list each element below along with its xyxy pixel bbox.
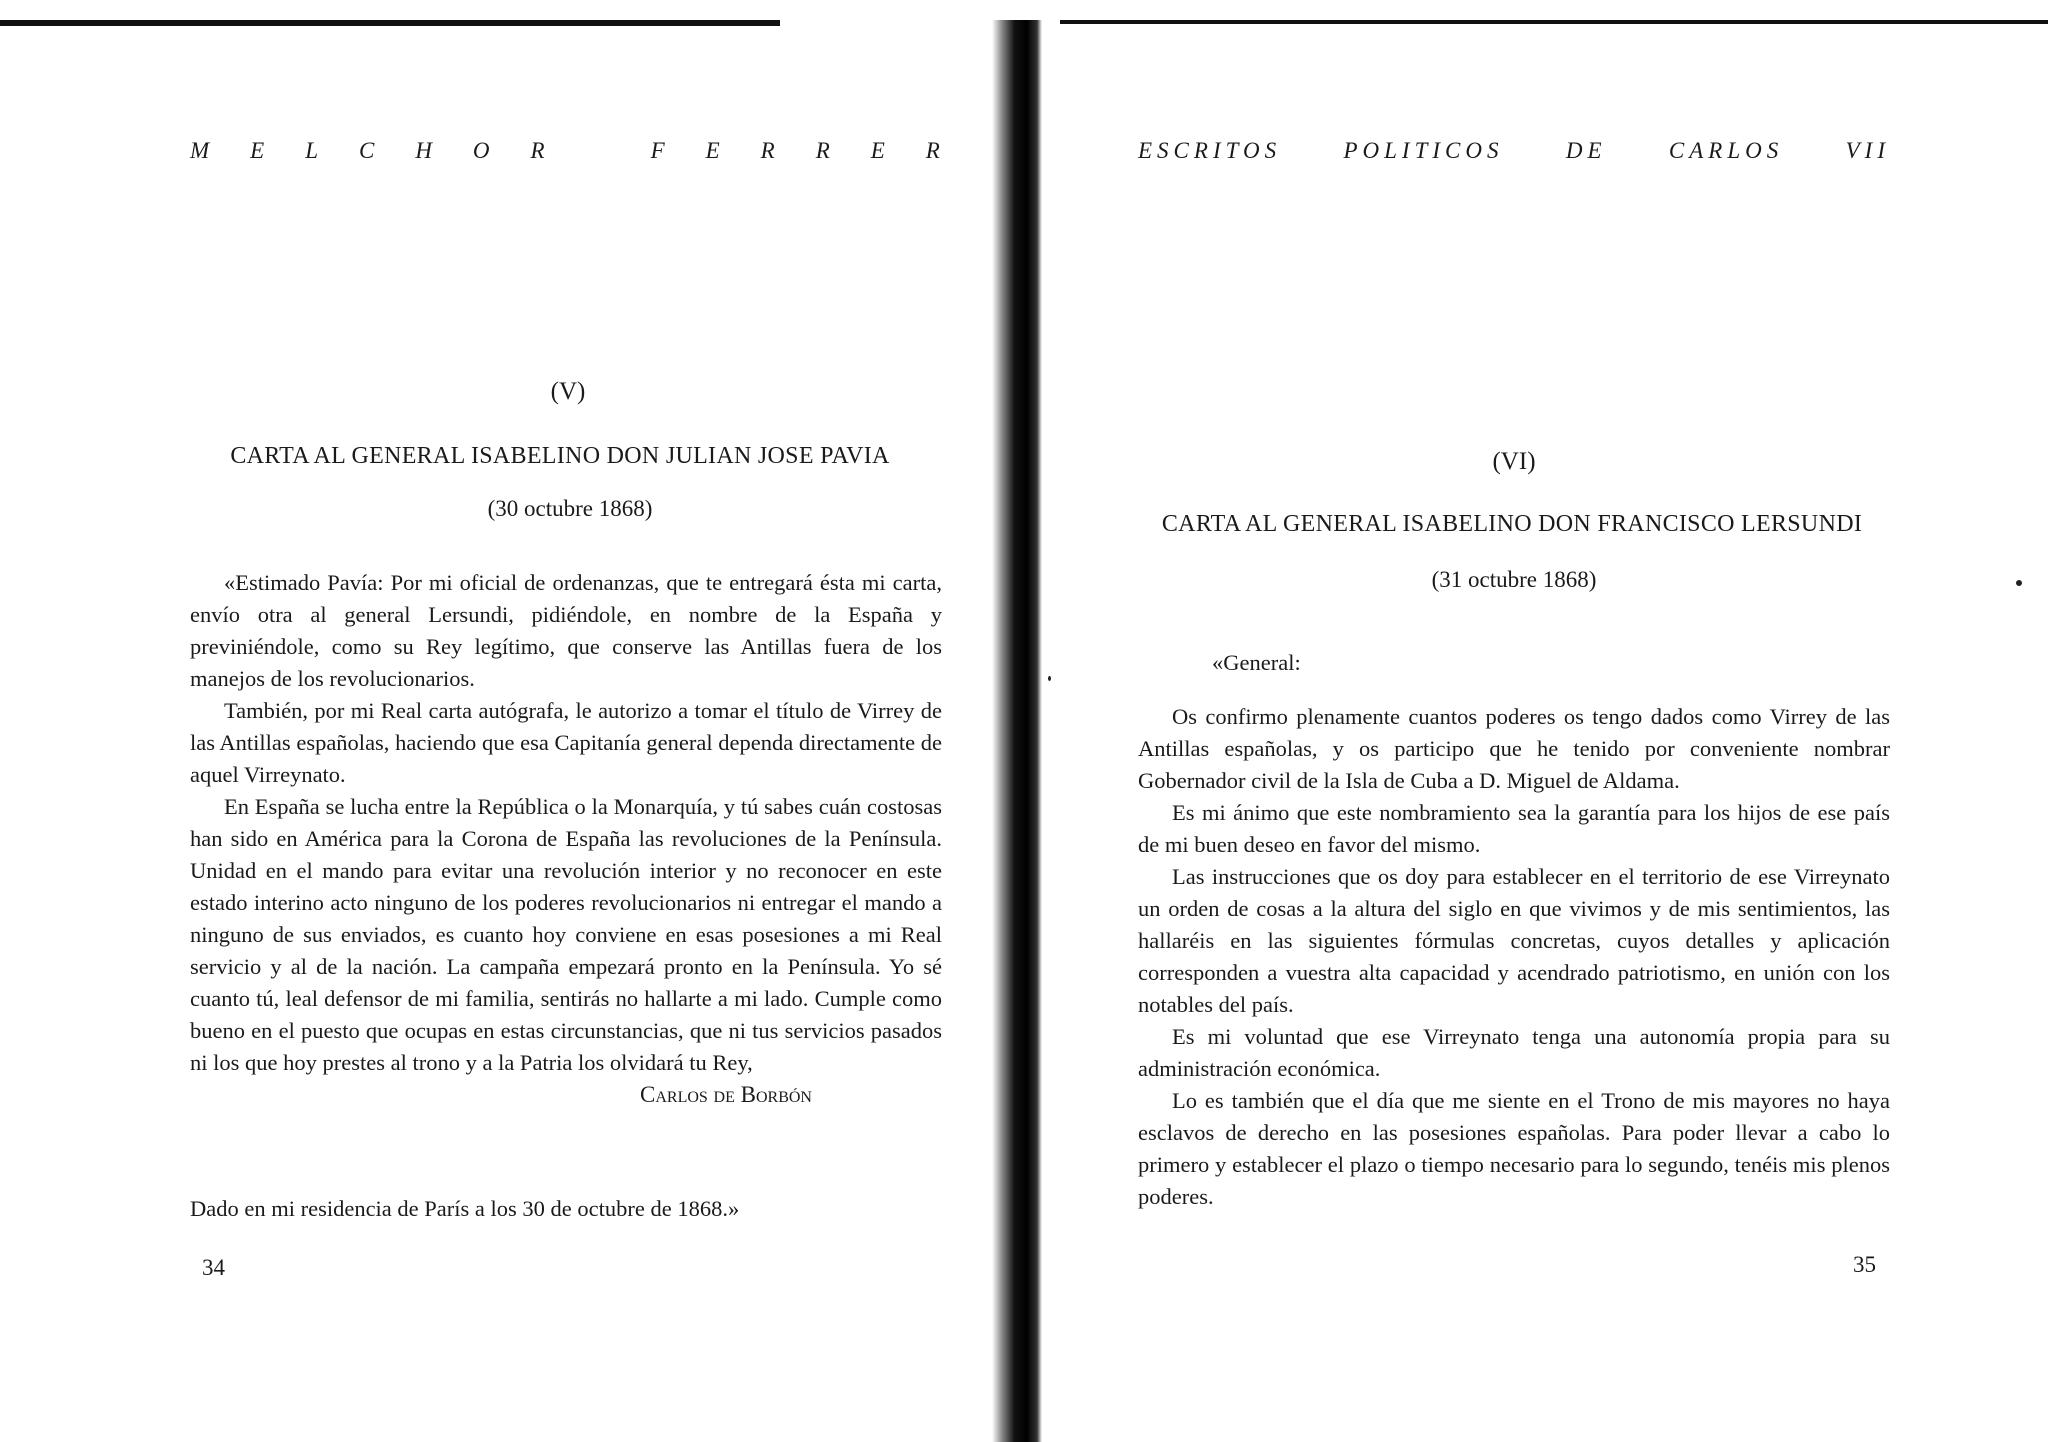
letter-body — [190, 567, 942, 1111]
signature: Carlos de Borbón — [640, 1082, 812, 1107]
body-paragraph: «Estimado Pavía: Por mi oficial de ordenanzas, que te entregará ésta mi carta, envío otra al general Lersundi, pidiéndole, en nombre de la España y previniéndole, como su Rey legítimo, que conserve las Antillas fuera de los manejos de los revolucionarios. — [190, 570, 942, 691]
scan-speck — [2016, 580, 2022, 586]
letter-title: CARTA AL GENERAL ISABELINO DON FRANCISCO LERSUNDI — [1161, 511, 1863, 537]
running-head-word: POLITICOS — [1343, 138, 1504, 163]
right-running-head — [1138, 138, 1890, 164]
body-paragraph: Lo es también que el día que me siente en el Trono de mis mayores no haya esclavos de derecho en las posesiones españolas. Para poder llevar a cabo lo primero y establecer el plazo o tiempo necesario para lo segundo, tenéis mis plenos poderes. — [1138, 1088, 1890, 1209]
letter-closing: Dado en mi residencia de París a los 30 de octubre de 1868.» — [190, 1196, 740, 1221]
left-page — [190, 0, 950, 1442]
running-head-word: DE — [1565, 138, 1607, 163]
body-paragraph: Es mi ánimo que este nombramiento sea la garantía para los hijos de ese país de mi buen deseo en favor del mismo. — [1138, 800, 1890, 857]
running-head-letter: C — [358, 138, 375, 163]
running-head-letter: L — [305, 138, 318, 163]
body-paragraph: También, por mi Real carta autógrafa, le autorizo a tomar el título de Virrey de las Antillas españolas, haciendo que esa Capitanía general dependa directamente de aquel Virreynato. — [190, 698, 942, 787]
letter-date: (31 octubre 1868) — [1431, 567, 1597, 592]
right-page — [1138, 0, 1890, 1442]
running-head-letter: E — [870, 138, 885, 163]
running-head-letter: M — [190, 138, 210, 163]
running-head-word: CARLOS — [1668, 138, 1784, 163]
section-numeral: (VI) — [1492, 448, 1536, 475]
book-gutter — [992, 20, 1042, 1442]
running-head-word: VII — [1845, 138, 1890, 163]
letter-body — [1138, 701, 1890, 1213]
running-head-letter: O — [472, 138, 490, 163]
section-numeral: (V) — [550, 378, 586, 405]
letter-title: CARTA AL GENERAL ISABELINO DON JULIAN JOSE PAVIA — [230, 443, 890, 469]
body-paragraph: Os confirmo plenamente cuantos poderes os tengo dados como Virrey de las Antillas españolas, y os participo que he tenido por conveniente nombrar Gobernador civil de la Isla de Cuba a D. Miguel de Aldama. — [1138, 704, 1890, 793]
running-head-word: ESCRITOS — [1138, 138, 1282, 163]
running-head-letter: E — [250, 138, 265, 163]
running-head-letter: E — [705, 138, 720, 163]
running-head-letter: R — [530, 138, 545, 163]
salutation: «General: — [1212, 650, 1301, 675]
scan-speck — [1048, 676, 1051, 681]
left-running-head — [190, 138, 940, 164]
running-head-letter: F — [650, 138, 665, 163]
running-head-letter: R — [925, 138, 940, 163]
body-paragraph: Es mi voluntad que ese Virreynato tenga una autonomía propia para su administración económica. — [1138, 1024, 1890, 1081]
body-paragraph: Las instrucciones que os doy para establecer en el territorio de ese Virreynato un orden de cosas a la altura del siglo en que vivimos y de mis sentimientos, las hallaréis en las siguientes fórmulas concretas, cuyos detalles y aplicación corresponden a vuestra alta capacidad y acendrado patriotismo, en unión con los notables del país. — [1138, 864, 1890, 1017]
running-head-letter: H — [415, 138, 432, 163]
page-number: 34 — [202, 1255, 225, 1280]
page-number: 35 — [1853, 1252, 1876, 1277]
body-paragraph: En España se lucha entre la República o la Monarquía, y tú sabes cuán costosas han sido en América para la Corona de España las revoluciones de la Península. Unidad en el mando para evitar una revolución interior y no reconocer en este estado interino acto ninguno de los poderes revolucionarios ni entregar el mando a ninguno de sus enviados, es cuanto hoy conviene en esas posesiones a mi Real servicio y al de la nación. La campaña empezará pronto en la Península. Yo sé cuanto tú, leal defensor de mi familia, sentirás no hallarte a mi lado. Cumple como bueno en el puesto que ocupas en estas circunstancias, que ni tus servicios pasados ni los que hoy prestes al trono y a la Patria los olvidará tu Rey, — [190, 794, 942, 1075]
running-head-letter: R — [815, 138, 830, 163]
running-head-letter: R — [760, 138, 775, 163]
letter-date: (30 octubre 1868) — [487, 496, 653, 521]
